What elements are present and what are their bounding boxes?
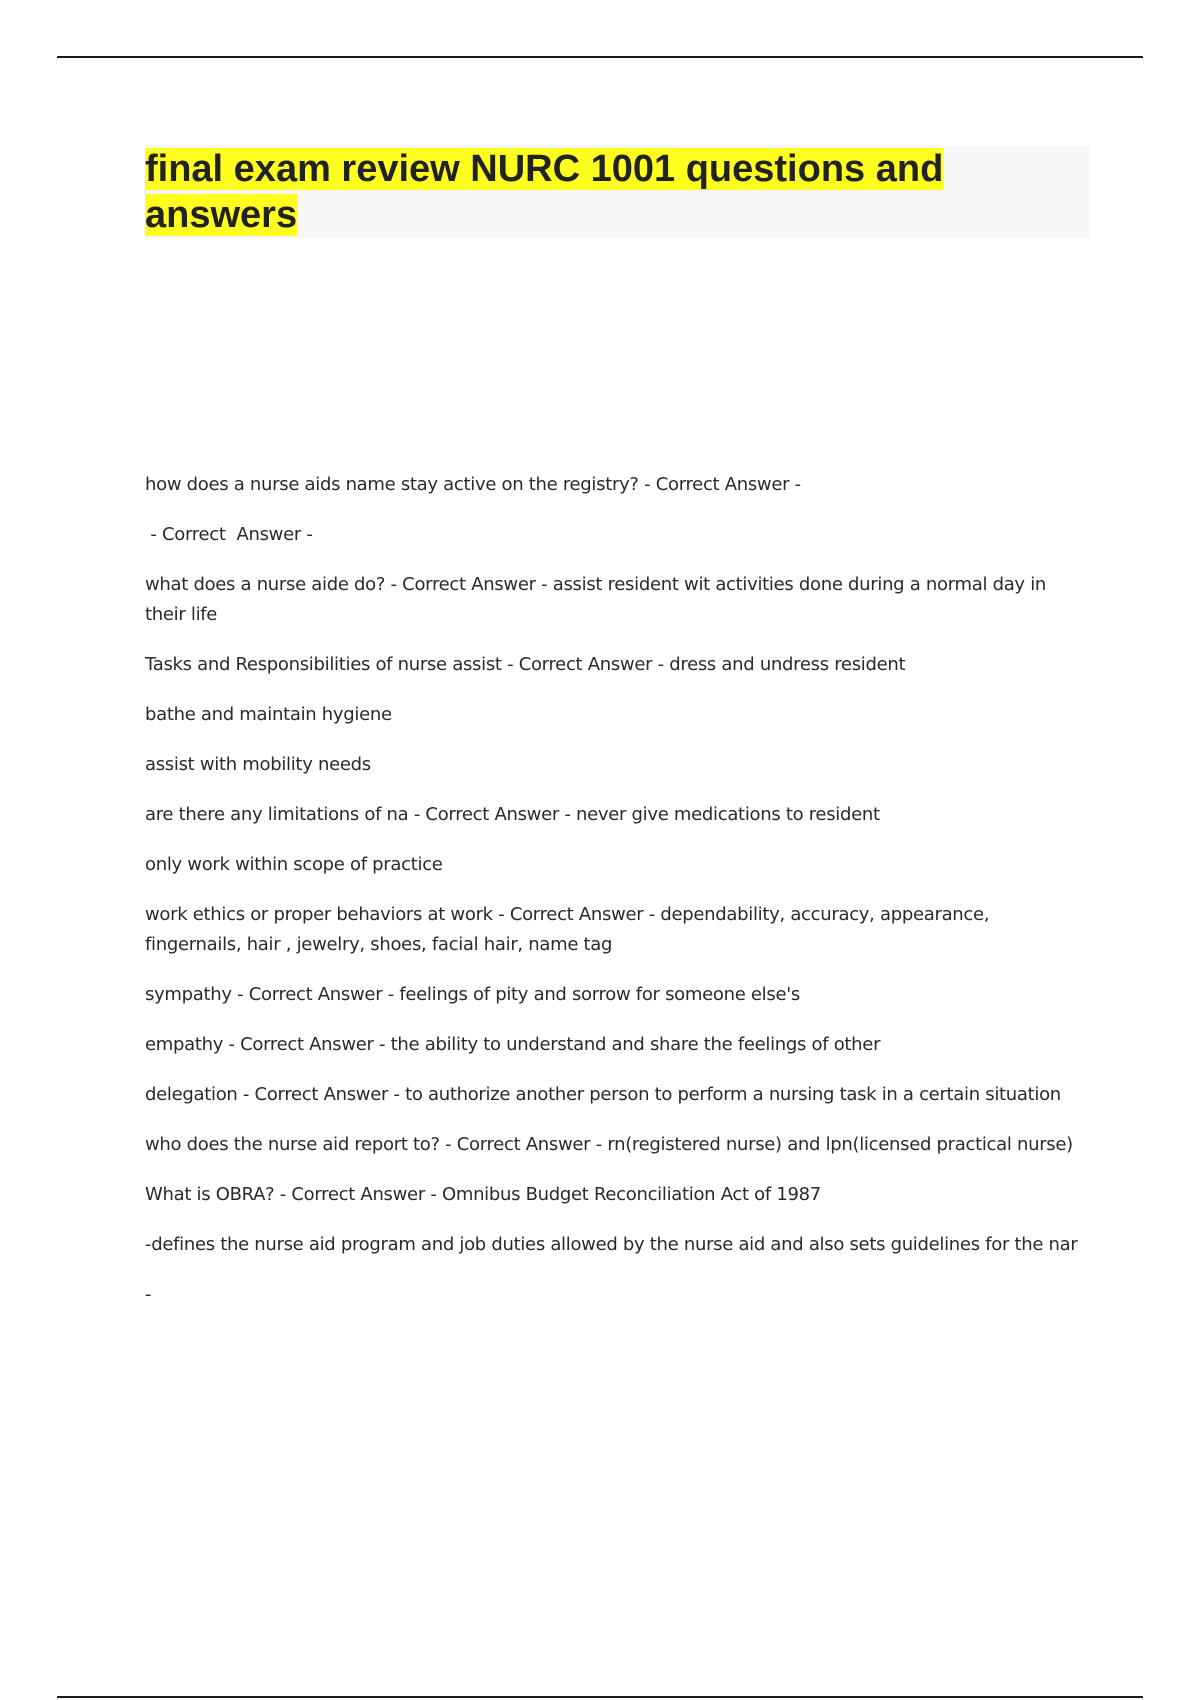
bottom-rule — [57, 1696, 1143, 1698]
paragraph: who does the nurse aid report to? - Correct Answer - rn(registered nurse) and lpn(licensed practical nurse) — [145, 1134, 1073, 1155]
top-rule — [57, 56, 1143, 58]
paragraph: assist with mobility needs — [145, 754, 371, 775]
paragraph: what does a nurse aide do? - Correct Answer - assist resident wit activities done during a normal day in their life — [145, 574, 1047, 625]
paragraph: work ethics or proper behaviors at work - Correct Answer - dependability, accuracy, appearance, fingernails, hair , jewelry, shoes, facial hair, name tag — [145, 904, 990, 955]
paragraph: how does a nurse aids name stay active on the registry? - Correct Answer - — [145, 474, 801, 495]
paragraph: - — [145, 1284, 152, 1305]
paragraph: are there any limitations of na - Correct Answer - never give medications to resident — [145, 804, 880, 825]
document-body — [145, 470, 1085, 1330]
paragraph: -defines the nurse aid program and job duties allowed by the nurse aid and also sets guidelines for the nar — [145, 1234, 1078, 1255]
paragraph: - Correct Answer - — [145, 524, 313, 545]
paragraph: bathe and maintain hygiene — [145, 704, 392, 725]
paragraph: What is OBRA? - Correct Answer - Omnibus Budget Reconciliation Act of 1987 — [145, 1184, 821, 1205]
paragraph: empathy - Correct Answer - the ability to understand and share the feelings of other — [145, 1034, 881, 1055]
paragraph: delegation - Correct Answer - to authorize another person to perform a nursing task in a certain situation — [145, 1084, 1061, 1105]
paragraph: Tasks and Responsibilities of nurse assist - Correct Answer - dress and undress resident — [145, 654, 906, 675]
title-highlight: final exam review NURC 1001 questions and answers — [145, 148, 944, 236]
paragraph: sympathy - Correct Answer - feelings of pity and sorrow for someone else's — [145, 984, 800, 1005]
title-block — [145, 145, 1089, 238]
document-title — [145, 145, 1089, 238]
paragraph: only work within scope of practice — [145, 854, 443, 875]
